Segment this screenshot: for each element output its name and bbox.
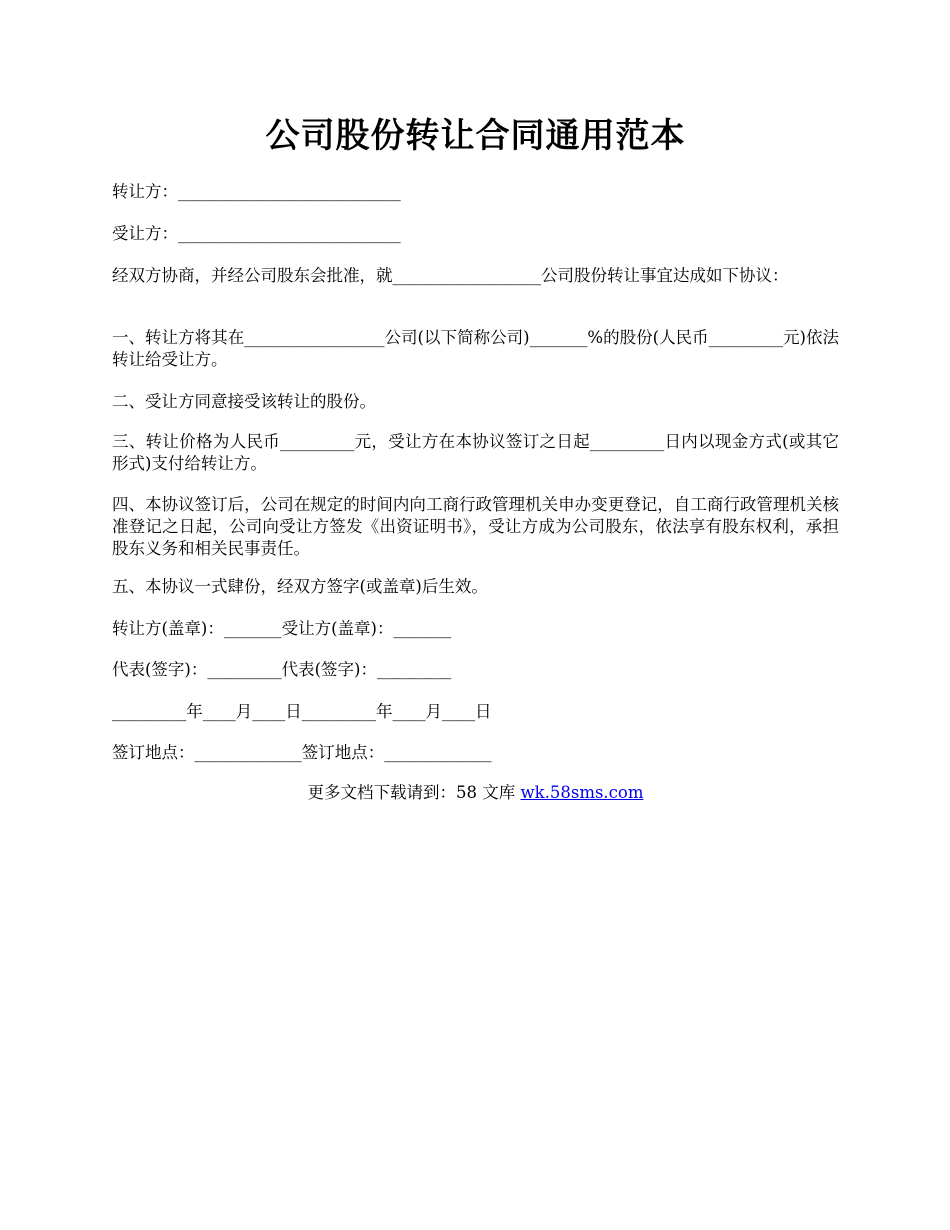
footer — [112, 782, 839, 804]
footer-text: 更多文档下载请到：58 文库 — [307, 783, 521, 802]
document-title: 公司股份转让合同通用范本 — [265, 116, 686, 156]
signing-place-line: 签订地点：_____________签订地点：_____________ — [112, 743, 492, 762]
date-line: _________年____月____日_________年____月____日 — [112, 702, 492, 721]
clause-1: 一、转让方将其在_________________公司(以下简称公司)_______%的股份(人民币_________元)依法转让给受让方。 — [112, 328, 839, 369]
transferee-line: 受让方：___________________________ — [112, 224, 401, 243]
footer-link[interactable]: wk.58sms.com — [520, 783, 644, 802]
preamble-paragraph: 经双方协商，并经公司股东会批准，就__________________公司股份转让事宜达成如下协议： — [112, 266, 789, 285]
representative-line: 代表(签字)：_________代表(签字)：_________ — [112, 660, 452, 679]
clause-2: 二、受让方同意接受该转让的股份。 — [112, 392, 376, 411]
clause-4: 四、本协议签订后，公司在规定的时间内向工商行政管理机关申办变更登记，自工商行政管理机关核准登记之日起，公司向受让方签发《出资证明书》，受让方成为公司股东，依法享有股东权利，承担股东义务和相关民事责任。 — [112, 495, 839, 558]
clause-5: 五、本协议一式肆份，经双方签字(或盖章)后生效。 — [112, 577, 488, 596]
seal-line: 转让方(盖章)：_______受让方(盖章)：_______ — [112, 619, 452, 638]
transferor-line: 转让方：___________________________ — [112, 182, 401, 201]
clause-3: 三、转让价格为人民币_________元，受让方在本协议签订之日起_________日内以现金方式(或其它形式)支付给转让方。 — [112, 432, 839, 473]
